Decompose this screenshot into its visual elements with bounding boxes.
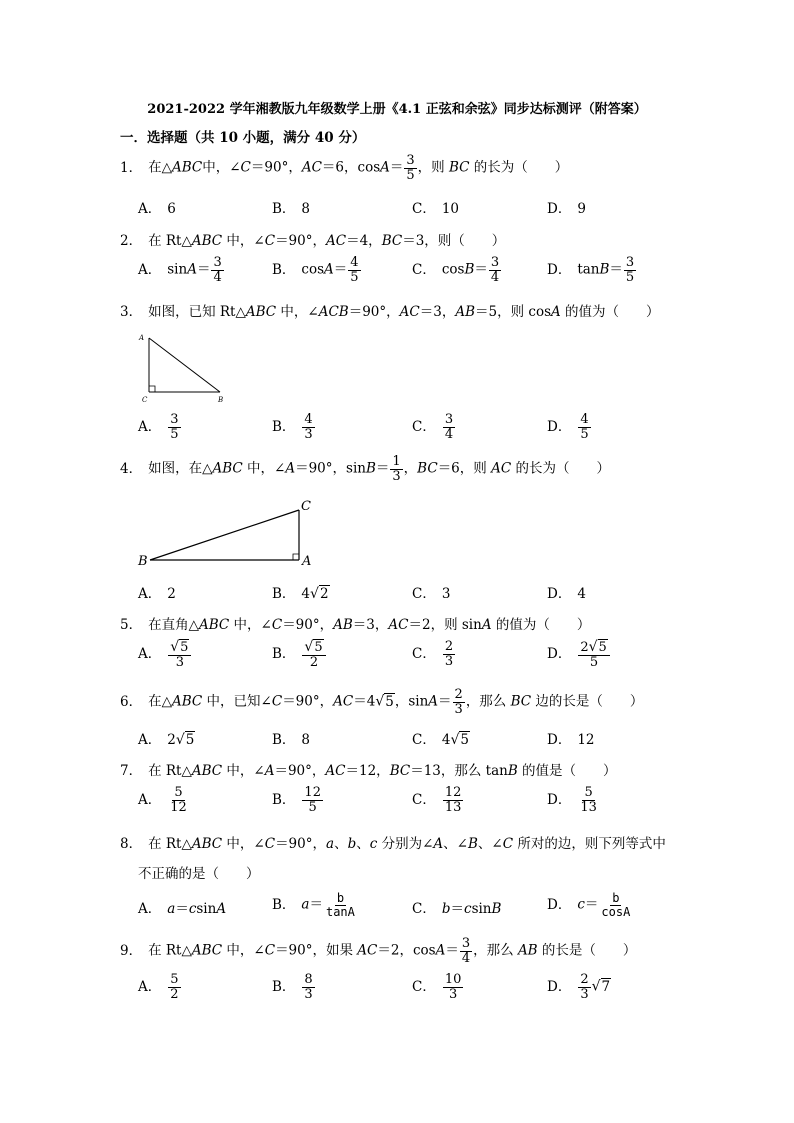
question-8: 8． 在 Rt△ABC 中，∠C＝90°，a、b、c 分别为∠A、∠B、∠C 所对的边，则下列等式中 — [120, 836, 666, 852]
q6-option-b[interactable]: B． 8 — [272, 732, 311, 748]
question-4: 4． 如图，在△ABC 中，∠A＝90°，sinB＝ $\frac{1}{3}$ ，BC＝6，则 AC 的长为（ ） — [120, 454, 610, 484]
q5-option-d[interactable]: D． $\frac{2√5}{5}$ — [547, 640, 611, 669]
q5-option-c[interactable]: C． $\frac{2}{3}$ — [412, 639, 454, 669]
q4-option-a[interactable]: A． 2 — [138, 586, 176, 602]
q7-option-c[interactable]: C． $\frac{12}{13}$ — [412, 785, 462, 815]
question-7: 7． 在 Rt△ABC 中，∠A＝90°，AC＝12，BC＝13，那么 tanB 的值是（ ） — [120, 763, 617, 779]
q3-label-c: C — [142, 396, 148, 404]
sqrt: √2 — [310, 586, 329, 602]
q5-option-a[interactable]: A． $\frac{√5}{3}$ — [138, 640, 192, 669]
q4-option-b[interactable]: B． 4√2 — [272, 586, 329, 602]
q3-option-b[interactable]: B． $\frac{4}{3}$ — [272, 412, 313, 442]
q2-option-c[interactable]: C． cosB＝ $\frac{3}{4}$ — [412, 255, 500, 285]
q6-option-d[interactable]: D． 12 — [547, 732, 595, 748]
q4-option-c[interactable]: C． 3 — [412, 586, 451, 602]
q4-label-c: C — [301, 499, 311, 514]
q6-option-a[interactable]: A． 2√5 — [138, 732, 195, 748]
q3-label-b: B — [218, 396, 224, 404]
q4-label-a: A — [302, 554, 312, 569]
q9-option-c[interactable]: C． $\frac{10}{3}$ — [412, 972, 462, 1002]
q3-option-d[interactable]: D． $\frac{4}{5}$ — [547, 412, 589, 442]
q3-option-a[interactable]: A． $\frac{3}{5}$ — [138, 412, 179, 442]
q7-option-a[interactable]: A． $\frac{5}{12}$ — [138, 785, 187, 815]
q4-triangle-figure — [136, 496, 326, 572]
q9-option-d[interactable]: D． $\frac{2}{3}$ √7 — [547, 972, 611, 1002]
question-3: 3． 如图，已知 Rt△ABC 中，∠ACB＝90°，AC＝3，AB＝5，则 cosA 的值为（ ） — [120, 304, 660, 320]
q1-option-c[interactable]: C． 10 — [412, 201, 460, 217]
q3-label-a: A — [139, 334, 145, 342]
q8-option-d[interactable]: D． c＝ $\frac{b}{\cos A}$ — [547, 891, 631, 919]
question-1: 1． 在△ABC中，∠C＝90°，AC＝6，cosA＝ $\frac{3}{5}$ ，则 BC 的长为（ ） — [120, 153, 569, 183]
q8-option-b[interactable]: B． a＝ $\frac{b}{\tan A}$ — [272, 891, 355, 919]
q3-triangle-figure — [136, 330, 236, 406]
section-heading: 一．选择题（共 10 小题，满分 40 分） — [120, 130, 366, 146]
q9-option-b[interactable]: B． $\frac{8}{3}$ — [272, 972, 313, 1002]
q8-option-a[interactable]: A． a＝csinA — [138, 901, 227, 917]
q7-option-b[interactable]: B． $\frac{12}{5}$ — [272, 785, 321, 815]
q9-option-a[interactable]: A． $\frac{5}{2}$ — [138, 972, 179, 1002]
q8-option-c[interactable]: C． b＝csinB — [412, 901, 502, 917]
q4-option-d[interactable]: D． 4 — [547, 586, 586, 602]
fraction: $\frac{3}{5}$ — [406, 153, 415, 183]
question-5: 5． 在直角△ABC 中，∠C＝90°，AB＝3，AC＝2，则 sinA 的值为（ ） — [120, 617, 591, 633]
q1-option-b[interactable]: B． 8 — [272, 201, 311, 217]
q2-option-b[interactable]: B． cosA＝ $\frac{4}{5}$ — [272, 255, 359, 285]
q3-option-c[interactable]: C． $\frac{3}{4}$ — [412, 412, 454, 442]
q1-option-a[interactable]: A． 6 — [138, 201, 176, 217]
q1-option-d[interactable]: D． 9 — [547, 201, 586, 217]
q5-option-b[interactable]: B． $\frac{√5}{2}$ — [272, 640, 327, 669]
question-2: 2． 在 Rt△ABC 中，∠C＝90°，AC＝4，BC＝3，则（ ） — [120, 233, 506, 249]
q7-option-d[interactable]: D． $\frac{5}{13}$ — [547, 785, 597, 815]
q2-option-a[interactable]: A． sinA＝ $\frac{3}{4}$ — [138, 255, 222, 285]
document-title: 2021-2022 学年湘教版九年级数学上册《4.1 正弦和余弦》同步达标测评（附答案） — [147, 102, 647, 117]
question-9: 9． 在 Rt△ABC 中，∠C＝90°，如果 AC＝2，cosA＝ $\frac{3}{4}$ ，那么 AB 的长是（ ） — [120, 936, 637, 966]
q4-label-b: B — [138, 554, 148, 569]
q2-option-d[interactable]: D． tanB＝ $\frac{3}{5}$ — [547, 255, 635, 285]
q6-option-c[interactable]: C． 4√5 — [412, 732, 469, 748]
question-8-line-2: 不正确的是（ ） — [138, 866, 260, 882]
question-6: 6． 在△ABC 中，已知∠C＝90°，AC＝4√5，sinA＝ $\frac{2}{3}$ ，那么 BC 边的长是（ ） — [120, 687, 644, 717]
